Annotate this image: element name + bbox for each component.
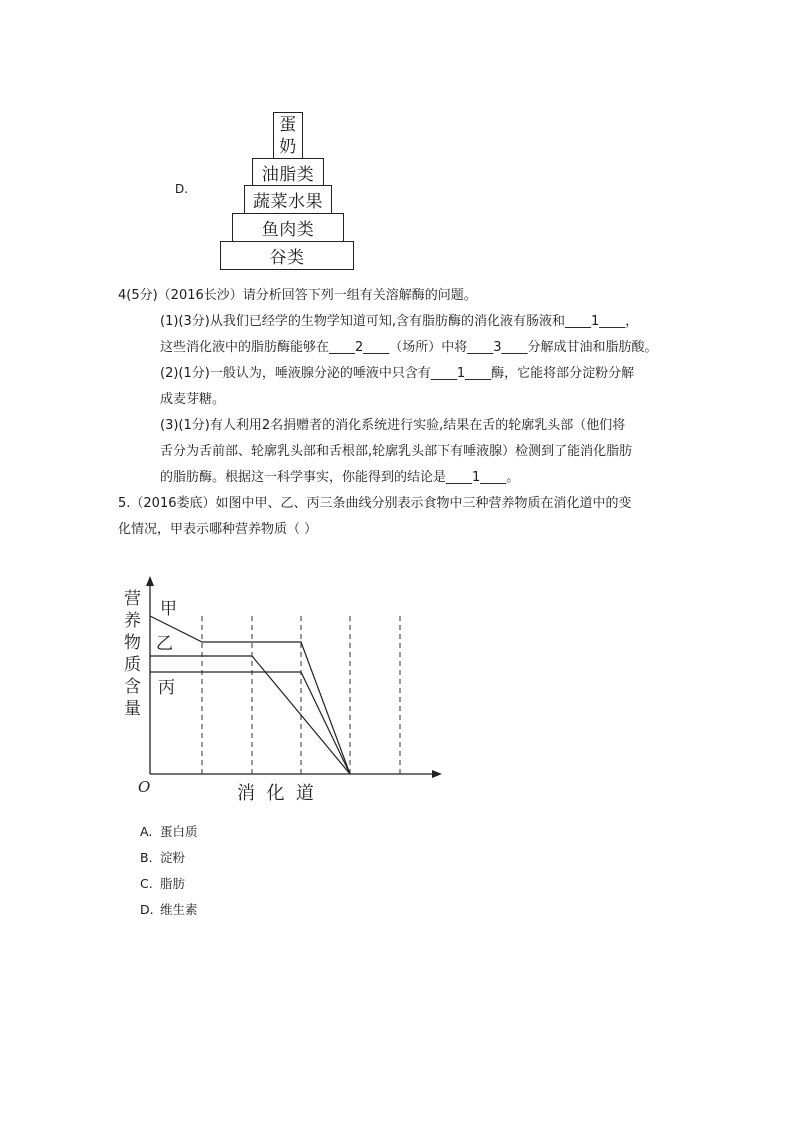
q4-part3-line1: (3)(1分)有人利用2名捐赠者的消化系统进行实验,结果在舌的轮廓乳头部（他们将 (160, 418, 626, 433)
q4-header: 4(5分)（2016长沙）请分析回答下列一组有关溶解酶的问题。 (118, 288, 477, 303)
curve-label-yi: 乙 (156, 634, 173, 654)
option-b-text: 淀粉 (160, 850, 186, 865)
pyramid-level-vegetables-fruits: 蔬菜水果 (244, 185, 332, 214)
q4-part2-line2: 成麦芽糖。 (160, 392, 226, 407)
pyramid-level-fish-meat: 鱼肉类 (232, 213, 344, 242)
option-a-key: A. (140, 824, 153, 839)
ylabel-char-1: 营 (124, 589, 141, 609)
origin-label: O (138, 778, 151, 796)
pyramid-level-fats: 油脂类 (252, 158, 324, 186)
q4-part3-line2: 舌分为舌前部、轮廓乳头部和舌根部,轮廓乳头部下有唾液腺）检测到了能消化脂肪 (160, 444, 633, 459)
curve-bing (150, 672, 350, 774)
q4-part1-line1: (1)(3分)从我们已经学的生物学知道可知,含有脂肪酶的消化液有肠液和____1____， (160, 314, 639, 329)
q5-stem-line1: 5.（2016娄底）如图中甲、乙、丙三条曲线分别表示食物中三种营养物质在消化道中的变 (118, 496, 632, 511)
option-b-key: B. (140, 850, 153, 865)
curve-yi (150, 656, 350, 774)
curve-jia (150, 616, 350, 774)
curve-label-jia: 甲 (160, 599, 177, 619)
option-b[interactable] (140, 848, 185, 868)
y-axis-arrow (146, 576, 154, 586)
pyramid-level-milk: 奶 (279, 136, 297, 157)
pyramid-level-grains: 谷类 (220, 241, 354, 270)
option-c[interactable] (140, 874, 185, 894)
ylabel-char-4: 质 (124, 655, 141, 675)
option-d[interactable] (140, 900, 198, 920)
q4-part3-line3: 的脂肪酶。根据这一科学事实，你能得到的结论是____1____。 (160, 470, 520, 485)
q4-part2-line1: (2)(1分)一般认为，唾液腺分泌的唾液中只含有____1____酶，它能将部分淀粉分解 (160, 366, 635, 381)
option-d-key: D. (140, 902, 154, 917)
q5-stem-line2: 化情况，甲表示哪种营养物质（ ） (118, 522, 318, 537)
ylabel-char-2: 养 (124, 611, 141, 631)
option-a-text: 蛋白质 (160, 824, 198, 839)
pyramid-level-eggs-milk (273, 112, 303, 159)
ylabel-char-5: 含 (124, 677, 141, 697)
xlabel: 消 化 道 (237, 783, 314, 804)
q4-part1-line2: 这些消化液中的脂肪酶能够在____2____（场所）中将____3____分解成甘油和脂肪酸。 (160, 340, 658, 355)
digestion-graph (110, 570, 460, 810)
option-d-text: 维生素 (160, 902, 198, 917)
option-c-text: 脂肪 (160, 876, 186, 891)
ylabel-char-6: 量 (124, 699, 141, 719)
ylabel-char-3: 物 (124, 633, 141, 653)
curve-label-bing: 丙 (158, 678, 175, 698)
option-a[interactable] (140, 822, 198, 842)
option-d-label: D. (175, 182, 189, 196)
pyramid-level-eggs: 蛋 (279, 114, 297, 135)
x-axis-arrow (432, 770, 442, 778)
option-c-key: C. (140, 876, 153, 891)
